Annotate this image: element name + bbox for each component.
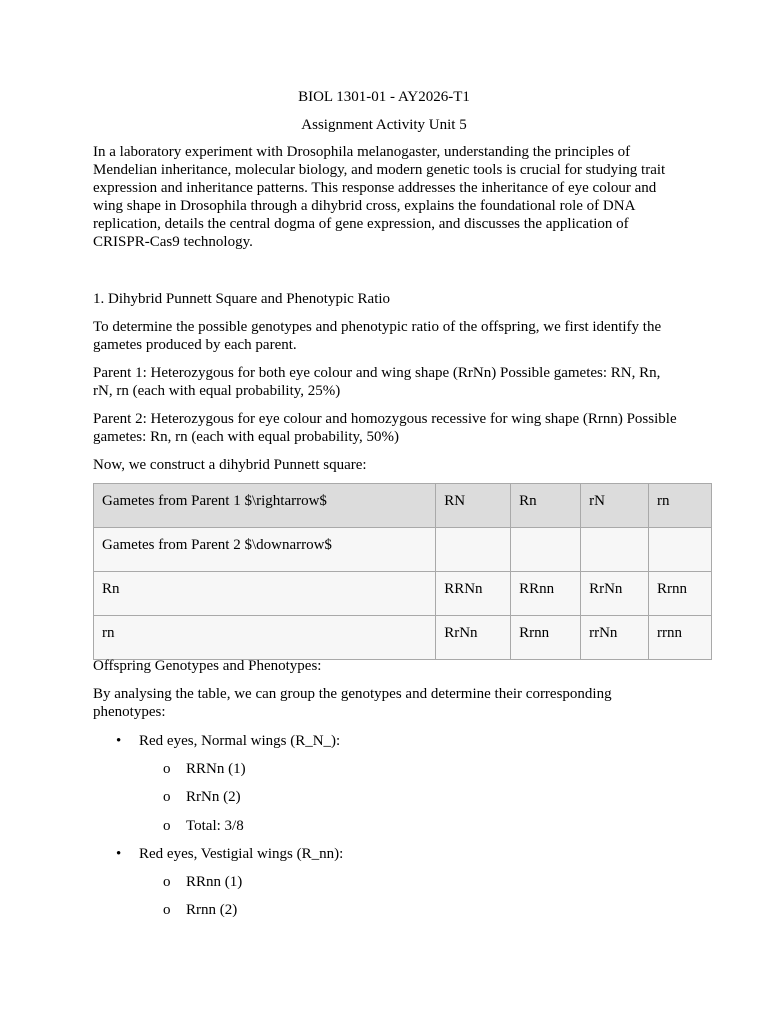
assignment-title: Assignment Activity Unit 5	[301, 117, 467, 133]
sub-bullet-icon: o	[163, 874, 171, 890]
table-cell: Gametes from Parent 1 $\rightarrow$	[94, 484, 436, 528]
table-cell: Rrnn	[511, 616, 581, 660]
bullet-icon: •	[116, 733, 122, 749]
punnett-intro-paragraph: Now, we construct a dihybrid Punnett square:	[93, 457, 367, 473]
sub-bullet-icon: o	[163, 902, 171, 918]
list-item-label: RrNn (2)	[186, 789, 241, 805]
list-item-label: Rrnn (2)	[186, 902, 238, 918]
list-item-label: Red eyes, Vestigial wings (R_nn):	[139, 846, 344, 862]
offspring-intro-paragraph: By analysing the table, we can group the genotypes and determine their corresponding phenotypes:	[93, 686, 612, 720]
parent1-paragraph: Parent 1: Heterozygous for both eye colour and wing shape (RrNn) Possible gametes: RN, Rn, rN, rn (each with equal probability, 25%)	[93, 365, 661, 399]
table-cell: RrNn	[436, 616, 511, 660]
sub-bullet-icon: o	[163, 818, 171, 834]
parent2-paragraph: Parent 2: Heterozygous for eye colour and homozygous recessive for wing shape (Rrnn) Possible gametes: Rn, rn (each with equal probability, 50%)	[93, 411, 677, 445]
table-cell: RN	[436, 484, 511, 528]
table-cell: rrNn	[581, 616, 649, 660]
bullet-icon: •	[116, 846, 122, 862]
list-item-label: RRnn (1)	[186, 874, 243, 890]
table-cell	[581, 528, 649, 572]
gametes-intro-paragraph: To determine the possible genotypes and phenotypic ratio of the offspring, we first identify the gametes produced by each parent.	[93, 319, 662, 353]
table-cell: Rn	[511, 484, 581, 528]
punnett-square-table	[93, 483, 712, 660]
section-heading: 1. Dihybrid Punnett Square and Phenotypic Ratio	[93, 291, 391, 307]
table-cell	[511, 528, 581, 572]
table-cell: RRnn	[511, 572, 581, 616]
table-row	[94, 484, 712, 528]
table-row	[94, 572, 712, 616]
list-item-label: Total: 3/8	[186, 818, 244, 834]
table-cell: rrnn	[649, 616, 712, 660]
list-item-label: Red eyes, Normal wings (R_N_):	[139, 733, 341, 749]
table-cell: RrNn	[581, 572, 649, 616]
table-cell	[649, 528, 712, 572]
table-row	[94, 616, 712, 660]
course-title: BIOL 1301-01 - AY2026-T1	[298, 89, 470, 105]
table-cell	[436, 528, 511, 572]
table-cell: rN	[581, 484, 649, 528]
table-cell: RRNn	[436, 572, 511, 616]
table-cell: rn	[649, 484, 712, 528]
sub-bullet-icon: o	[163, 761, 171, 777]
offspring-heading: Offspring Genotypes and Phenotypes:	[93, 658, 322, 674]
table-row	[94, 528, 712, 572]
table-cell: Rrnn	[649, 572, 712, 616]
table-cell: rn	[94, 616, 436, 660]
sub-bullet-icon: o	[163, 789, 171, 805]
table-cell: Gametes from Parent 2 $\downarrow$	[94, 528, 436, 572]
list-item-label: RRNn (1)	[186, 761, 246, 777]
intro-paragraph: In a laboratory experiment with Drosophila melanogaster, understanding the principles of Mendelian inheritance, molecular biology, and modern genetic tools is crucial for studying trait expression and inheritance patterns. This response addresses the inheritance of eye colour and wing shape in Drosophila through a dihybrid cross, explains the foundational role of DNA replication, details the central dogma of gene expression, and discusses the application of CRISPR-Cas9 technology.	[93, 144, 666, 250]
table-cell: Rn	[94, 572, 436, 616]
